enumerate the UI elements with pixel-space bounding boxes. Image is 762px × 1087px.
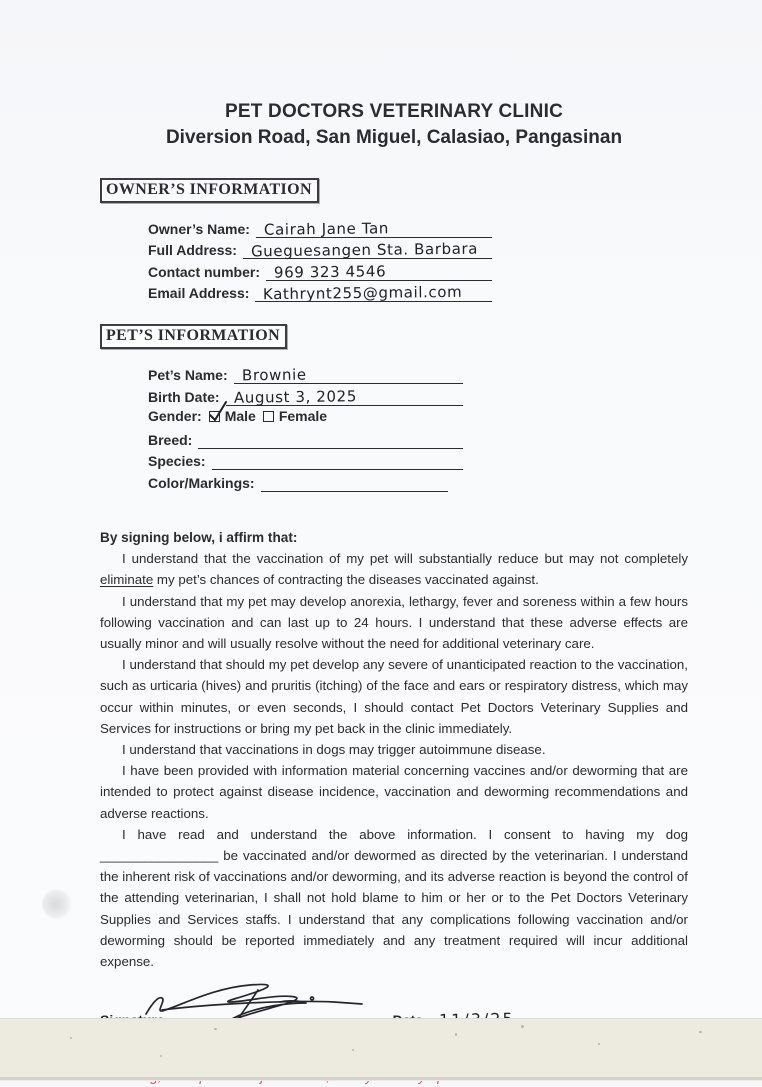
contact-number-row (148, 259, 492, 281)
species-row (148, 449, 463, 471)
female-checkbox (263, 411, 274, 422)
owner-fields (148, 216, 688, 302)
species-field (212, 454, 463, 470)
affirmation-block (100, 527, 688, 972)
birth-date-row (148, 384, 463, 406)
clinic-address: Diversion Road, San Miguel, Calasiao, Pangasinan (165, 127, 623, 148)
breed-label: Breed: (148, 431, 193, 448)
male-checkbox (209, 411, 220, 422)
affirmation-paragraph-3: I understand that should my pet develop any severe of unanticipated reaction to the vaccination, such as urticaria (hives) and pruritis (itching) of the face and ears or respiratory distress, which may occur within minutes, or even seconds, I should contact Pet Doctors Veterinary Supplies and Services for instructions or bring my pet back in the clinic immediately. (100, 657, 688, 736)
birth-date-field (226, 386, 463, 407)
affirmation-paragraph-2: I understand that my pet may develop anorexia, lethargy, fever and soreness within a few hours following vaccination and can last up to 24 hours. I understand that these adverse effects are usually minor and will usually resolve without the need for additional veterinary care. (100, 593, 688, 651)
owner-name-value: Cairah Jane Tan (263, 218, 390, 239)
color-markings-field (261, 476, 448, 492)
owner-section-heading: OWNER’S INFORMATION (100, 178, 319, 203)
affirmation-p1-underlined: eliminate (100, 572, 154, 588)
full-address-row (148, 238, 492, 260)
form-content (100, 0, 688, 1087)
affirmation-paragraph-5: I have been provided with information material concerning vaccines and/or deworming that are intended to protect against disease incidence, vaccination and deworming recommendations and adverse reactions. (100, 763, 688, 821)
contact-number-field (266, 262, 492, 282)
affirmation-heading: By signing below, i affirm that: (100, 529, 298, 545)
male-option-label: Male (224, 408, 256, 425)
email-address-field (255, 283, 492, 304)
pet-name-value: Brownie (241, 365, 307, 385)
affirmation-p1-after: my pet’s chances of contracting the diseases vaccinated against. (153, 572, 539, 588)
breed-field (198, 433, 463, 449)
pet-name-field (234, 365, 463, 385)
pet-section-heading: PET’S INFORMATION (100, 324, 287, 349)
birth-date-value: August 3, 2025 (233, 386, 357, 407)
breed-row (148, 427, 463, 449)
affirmation-paragraph-1 (100, 548, 688, 590)
full-address-value: Gueguesangen Sta. Barbara (250, 239, 479, 261)
scan-smudge (42, 889, 72, 919)
affirmation-p1-before: I understand that the vaccination of my pet will substantially reduce but may not completely (122, 551, 688, 567)
affirmation-paragraph-6: I have read and understand the above information. I consent to having my dog ________________ be vaccinated and/or dewormed as directed by the veterinarian. I understand the inherent risk of vaccinations and/or deworming, and its adverse reaction is beyond the control of the attending veterinarian, I shall not hold blame to him or her or to the Pet Doctors Veterinary Supplies and Services staffs. I understand that any complications following vaccination and/or deworming should be reported immediately and any treatment required will incur additional expense. (100, 826, 688, 969)
clinic-name: PET DOCTORS VETERINARY CLINIC (225, 101, 563, 122)
species-label: Species: (148, 453, 206, 470)
female-option-label: Female (278, 408, 328, 425)
gender-row (148, 406, 688, 428)
pet-name-label: Pet’s Name: (148, 366, 228, 383)
gender-label: Gender: (148, 408, 202, 425)
color-markings-row (148, 470, 448, 492)
pet-name-row (148, 362, 463, 384)
owner-name-field (256, 218, 492, 239)
email-address-value: Kathrynt255@gmail.com (263, 283, 463, 304)
owner-name-row (148, 216, 492, 238)
owner-name-label: Owner’s Name: (148, 220, 250, 237)
contact-number-label: Contact number: (148, 263, 260, 280)
email-address-row (148, 281, 492, 303)
color-markings-label: Color/Markings: (148, 474, 255, 491)
email-address-label: Email Address: (148, 285, 250, 302)
affirmation-paragraph-4: I understand that vaccinations in dogs may trigger autoimmune disease. (122, 741, 546, 757)
full-address-field (243, 239, 492, 261)
birth-date-label: Birth Date: (148, 388, 220, 405)
full-address-label: Full Address: (148, 242, 237, 259)
pet-fields (148, 362, 688, 492)
contact-number-value: 969 323 4546 (273, 262, 387, 282)
scanner-bed-strip (0, 1018, 762, 1081)
